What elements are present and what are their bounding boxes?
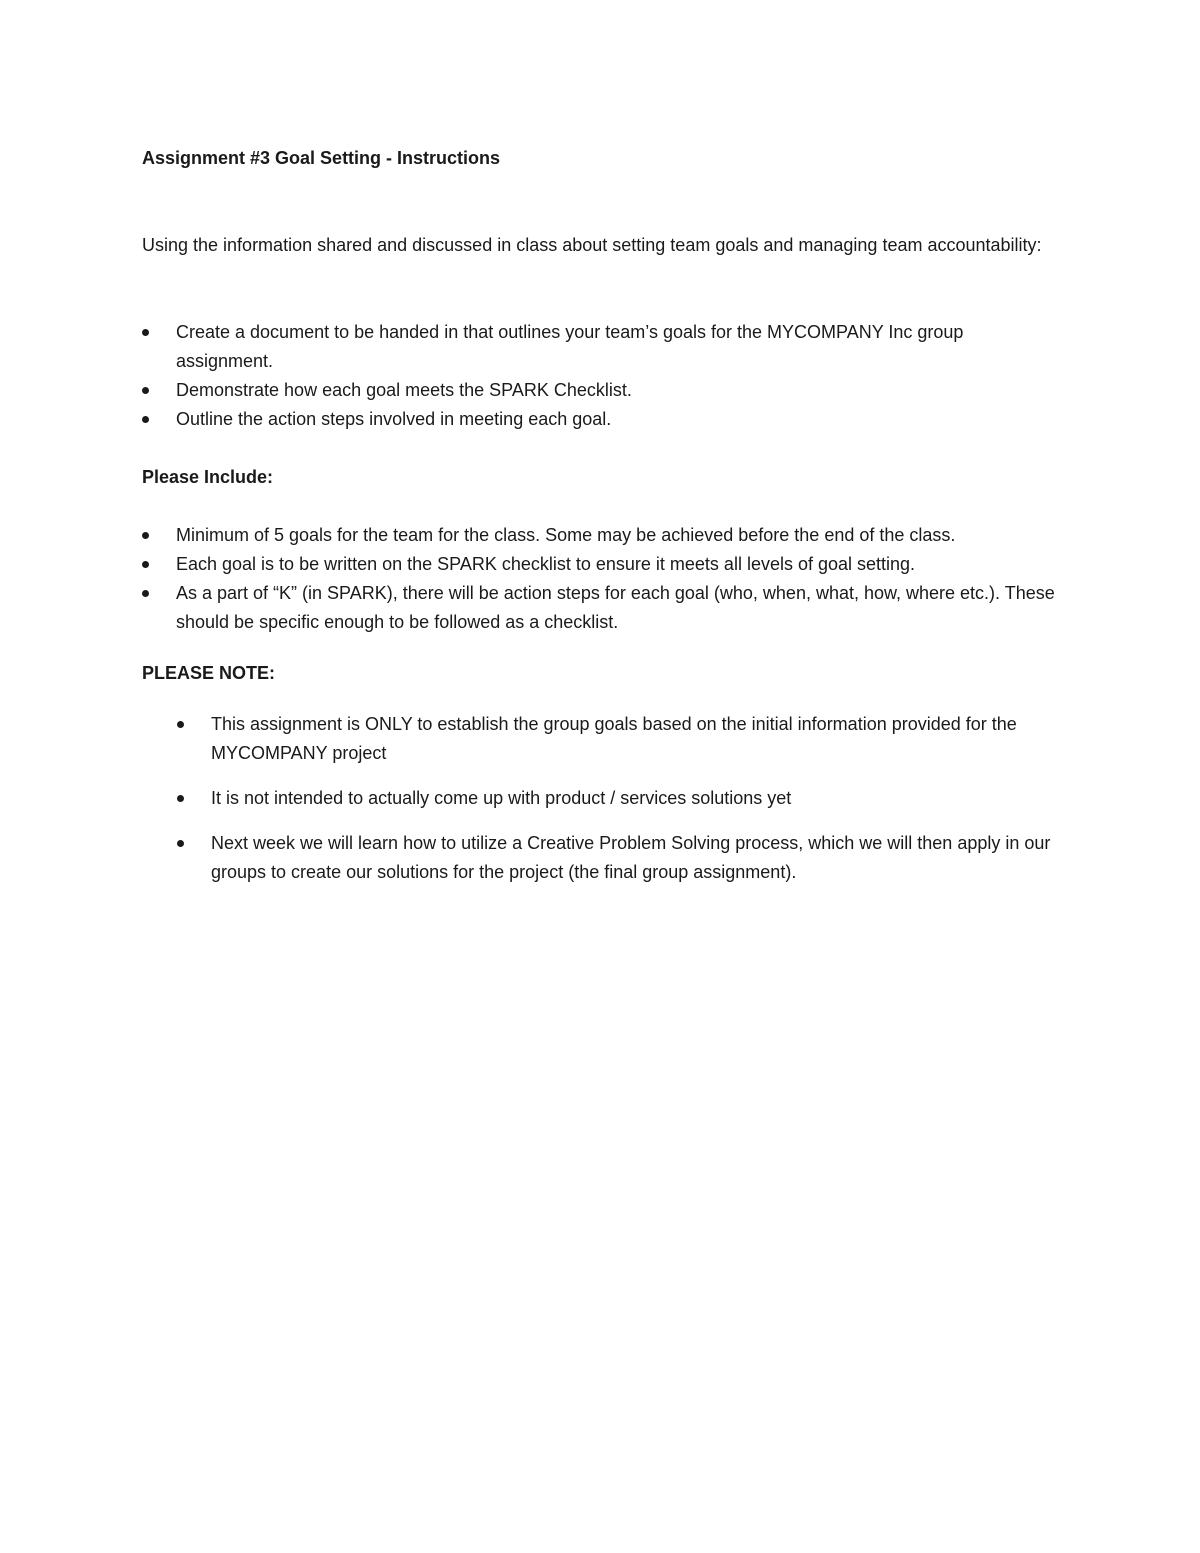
list-item — [142, 318, 1062, 376]
please-include-heading: Please Include: — [142, 467, 274, 487]
bullet-icon — [142, 532, 149, 539]
list-item — [177, 710, 1062, 768]
bullet-icon — [177, 795, 184, 802]
list-item-text: It is not intended to actually come up with product / services solutions yet — [211, 788, 792, 808]
list-item-text: Outline the action steps involved in meeting each goal. — [176, 409, 612, 429]
bullet-icon — [142, 416, 149, 423]
list-item — [177, 829, 1062, 887]
document-title: Assignment #3 Goal Setting - Instructions — [142, 148, 501, 168]
list-item-text: Each goal is to be written on the SPARK checklist to ensure it meets all levels of goal setting. — [176, 554, 916, 574]
task-list — [142, 318, 1062, 434]
list-item — [142, 550, 1062, 579]
list-item — [177, 784, 1062, 813]
note-list — [142, 710, 1062, 887]
list-item — [142, 579, 1062, 637]
bullet-icon — [142, 387, 149, 394]
list-item-text: This assignment is ONLY to establish the group goals based on the initial information provided for the MYCOMPANY project — [211, 714, 1017, 763]
bullet-icon — [177, 721, 184, 728]
list-item-text: Minimum of 5 goals for the team for the class. Some may be achieved before the end of the class. — [176, 525, 956, 545]
list-item — [142, 521, 1062, 550]
include-list — [142, 521, 1062, 637]
list-item — [142, 405, 1062, 434]
bullet-icon — [142, 561, 149, 568]
bullet-icon — [177, 840, 184, 847]
bullet-icon — [142, 329, 149, 336]
document-body — [142, 144, 1062, 903]
list-item-text: As a part of “K” (in SPARK), there will be action steps for each goal (who, when, what, how, where etc.). These should be specific enough to be followed as a checklist. — [176, 583, 1055, 632]
bullet-icon — [142, 590, 149, 597]
list-item-text: Next week we will learn how to utilize a Creative Problem Solving process, which we will then apply in our groups to create our solutions for the project (the final group assignment). — [211, 833, 1051, 882]
list-item-text: Create a document to be handed in that outlines your team’s goals for the MYCOMPANY Inc group assignment. — [176, 322, 964, 371]
list-item — [142, 376, 1062, 405]
list-item-text: Demonstrate how each goal meets the SPARK Checklist. — [176, 380, 632, 400]
intro-paragraph: Using the information shared and discussed in class about setting team goals and managing team accountability: — [142, 235, 1042, 255]
please-note-heading: PLEASE NOTE: — [142, 663, 276, 683]
